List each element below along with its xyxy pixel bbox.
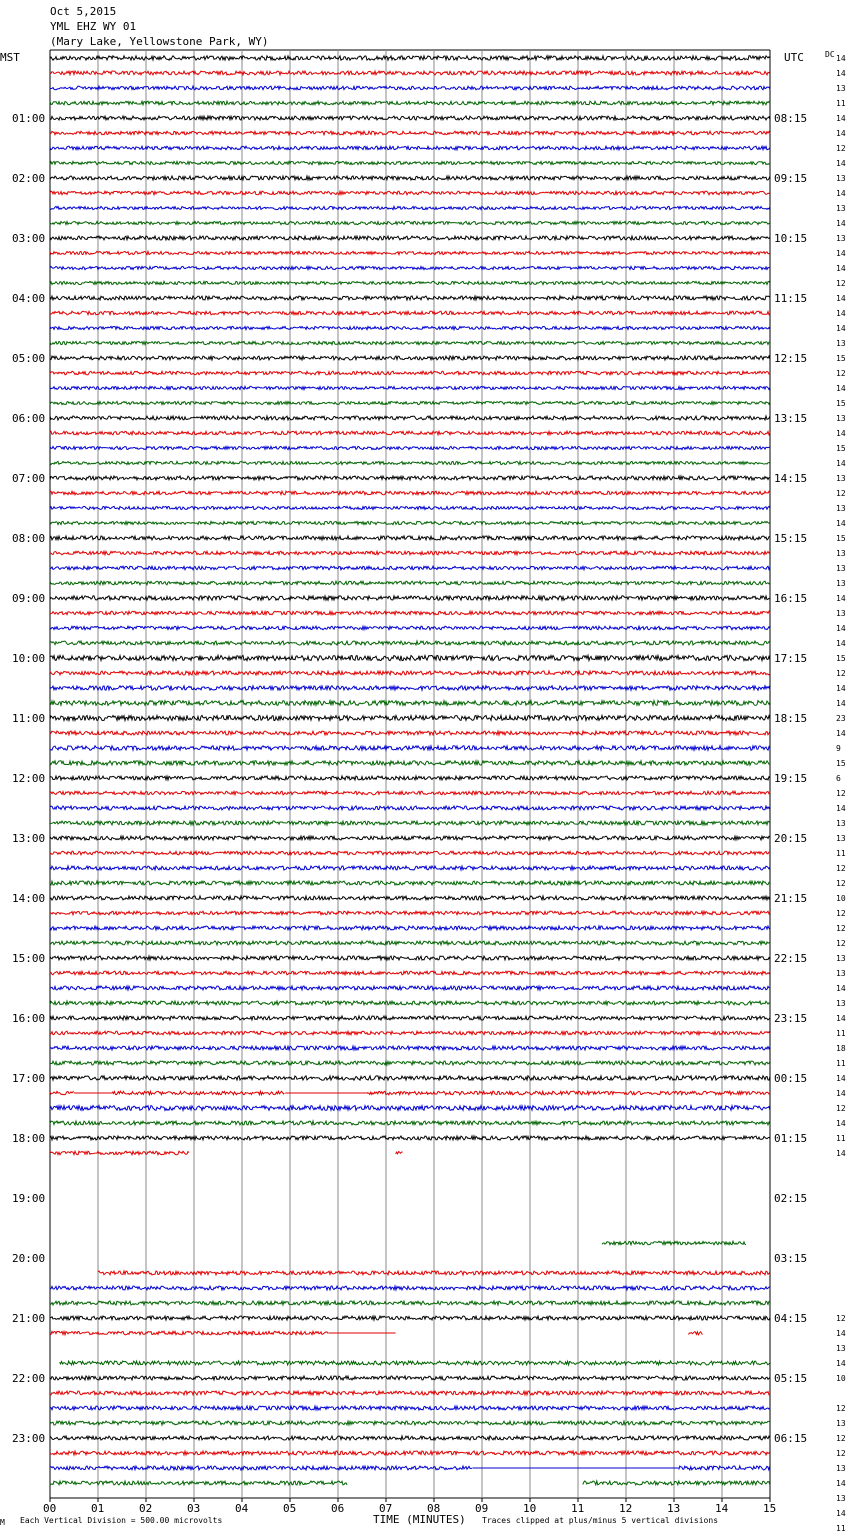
trace-row-87-seg-0	[60, 1361, 770, 1365]
dc-offset-row-49: 12	[836, 789, 846, 798]
dc-offset-row-9: 14	[836, 189, 846, 198]
trace-row-68-seg-0	[50, 1076, 770, 1080]
dc-offset-row-69: 14	[836, 1089, 846, 1098]
left-label-7: 08:00	[12, 532, 46, 545]
trace-row-48-seg-0	[50, 776, 770, 780]
dc-offset-labels	[836, 54, 846, 1533]
trace-row-64-seg-0	[50, 1016, 770, 1020]
left-label-20: 21:00	[12, 1312, 46, 1325]
left-label-4: 05:00	[12, 352, 46, 365]
trace-row-92-seg-0	[50, 1436, 770, 1440]
footer-mark: M	[0, 1518, 5, 1527]
left-label-1: 02:00	[12, 172, 46, 185]
x-tick-label-13: 13	[667, 1502, 681, 1515]
trace-row-30-seg-0	[50, 506, 770, 509]
right-label-17: 01:15	[774, 1132, 808, 1145]
dc-offset-row-43: 14	[836, 699, 846, 708]
trace-row-50-seg-0	[50, 806, 770, 810]
trace-row-69-seg-1	[112, 1091, 284, 1095]
trace-row-26-seg-0	[50, 446, 770, 449]
left-label-22: 23:00	[12, 1432, 46, 1445]
trace-row-51-seg-0	[50, 821, 770, 825]
dc-offset-row-16: 14	[836, 294, 846, 303]
dc-offset-row-37: 13	[836, 609, 846, 618]
dc-offset-row-33: 13	[836, 549, 846, 558]
left-label-18: 19:00	[12, 1192, 46, 1205]
dc-offset-row-70: 12	[836, 1104, 846, 1113]
trace-row-52-seg-0	[50, 836, 770, 840]
dc-offset-row-61: 13	[836, 969, 846, 978]
dc-offset-row-52: 13	[836, 834, 846, 843]
dc-offset-row-92: 12	[836, 1434, 846, 1443]
dc-offset-row-98: 11	[836, 1524, 846, 1533]
dc-offset-row-66: 18	[836, 1044, 846, 1053]
trace-row-53-seg-0	[50, 851, 770, 855]
trace-row-67-seg-0	[50, 1061, 770, 1065]
left-label-19: 20:00	[12, 1252, 46, 1265]
trace-row-94-seg-0	[50, 1466, 472, 1470]
left-time-labels	[12, 112, 45, 1445]
dc-offset-row-2: 13	[836, 84, 846, 93]
right-label-3: 11:15	[774, 292, 808, 305]
dc-offset-row-22: 14	[836, 384, 846, 393]
right-label-18: 02:15	[774, 1192, 808, 1205]
right-label-6: 14:15	[774, 472, 808, 485]
trace-row-21-seg-0	[50, 371, 770, 375]
dc-offset-row-53: 11	[836, 849, 846, 858]
right-label-9: 17:15	[774, 652, 808, 665]
dc-offset-row-42: 14	[836, 684, 846, 693]
trace-row-22-seg-0	[50, 386, 770, 389]
trace-row-89-seg-0	[50, 1391, 770, 1395]
dc-offset-row-93: 12	[836, 1449, 846, 1458]
trace-row-15-seg-0	[50, 281, 770, 284]
trace-row-39-seg-0	[50, 641, 770, 645]
dc-offset-row-90: 12	[836, 1404, 846, 1413]
header-location: (Mary Lake, Yellowstone Park, WY)	[50, 35, 269, 48]
right-label-8: 16:15	[774, 592, 808, 605]
trace-row-41-seg-0	[50, 671, 770, 675]
dc-offset-row-3: 11	[836, 99, 846, 108]
trace-row-73-seg-1	[396, 1152, 403, 1154]
dc-offset-row-51: 13	[836, 819, 846, 828]
trace-row-49-seg-0	[50, 791, 770, 795]
trace-row-66-seg-0	[50, 1046, 770, 1050]
seismic-traces	[50, 56, 770, 1485]
dc-offset-row-30: 13	[836, 504, 846, 513]
trace-row-8-seg-0	[50, 176, 770, 180]
trace-row-71-seg-0	[50, 1121, 770, 1125]
right-time-labels	[774, 112, 807, 1445]
trace-row-65-seg-0	[50, 1031, 770, 1035]
trace-row-34-seg-0	[50, 566, 770, 570]
x-tick-label-7: 07	[379, 1502, 393, 1515]
header-date: Oct 5,2015	[50, 5, 117, 18]
dc-offset-row-24: 13	[836, 414, 846, 423]
x-tick-label-9: 09	[475, 1502, 489, 1515]
trace-row-31-seg-0	[50, 521, 770, 524]
trace-row-88-seg-0	[50, 1376, 770, 1380]
dc-offset-row-54: 12	[836, 864, 846, 873]
dc-offset-row-34: 13	[836, 564, 846, 573]
trace-row-45-seg-0	[50, 731, 770, 735]
left-label-15: 16:00	[12, 1012, 46, 1025]
trace-row-13-seg-0	[50, 251, 770, 254]
x-tick-label-1: 01	[91, 1502, 105, 1515]
trace-row-7-seg-0	[50, 161, 770, 164]
dc-offset-row-67: 11	[836, 1059, 846, 1068]
dc-offset-row-88: 10	[836, 1374, 846, 1383]
trace-row-73-seg-0	[50, 1151, 189, 1155]
trace-row-28-seg-0	[50, 476, 770, 480]
footer-clip: Traces clipped at plus/minus 5 vertical divisions	[482, 1516, 719, 1525]
dc-offset-row-44: 23	[836, 714, 846, 723]
trace-row-47-seg-0	[50, 761, 770, 765]
x-tick-label-11: 11	[571, 1502, 585, 1515]
dc-offset-row-60: 13	[836, 954, 846, 963]
left-label-12: 13:00	[12, 832, 46, 845]
trace-row-6-seg-0	[50, 146, 770, 150]
left-label-13: 14:00	[12, 892, 46, 905]
dc-offset-row-87: 14	[836, 1359, 846, 1368]
dc-offset-row-62: 14	[836, 984, 846, 993]
dc-offset-row-31: 14	[836, 519, 846, 528]
dc-offset-row-8: 13	[836, 174, 846, 183]
right-label-7: 15:15	[774, 532, 808, 545]
trace-row-72-seg-0	[50, 1136, 770, 1140]
trace-row-60-seg-0	[50, 956, 770, 960]
right-label-21: 05:15	[774, 1372, 808, 1385]
trace-row-35-seg-0	[50, 581, 770, 585]
dc-offset-row-20: 15	[836, 354, 846, 363]
trace-row-17-seg-0	[50, 311, 770, 315]
trace-row-43-seg-0	[50, 701, 770, 706]
trace-row-94-seg-1	[679, 1466, 770, 1470]
trace-row-38-seg-0	[50, 626, 770, 630]
x-tick-label-10: 10	[523, 1502, 537, 1515]
trace-row-95-seg-0	[50, 1481, 347, 1485]
dc-offset-row-7: 14	[836, 159, 846, 168]
trace-row-63-seg-0	[50, 1001, 770, 1005]
dc-offset-row-41: 12	[836, 669, 846, 678]
dc-offset-row-65: 11	[836, 1029, 846, 1038]
dc-offset-row-48: 6	[836, 774, 841, 783]
trace-row-37-seg-0	[50, 611, 770, 615]
dc-offset-row-12: 13	[836, 234, 846, 243]
trace-row-61-seg-0	[50, 971, 770, 975]
trace-row-83-seg-0	[50, 1301, 770, 1305]
x-tick-label-2: 02	[139, 1502, 153, 1515]
x-tick-label-5: 05	[283, 1502, 297, 1515]
dc-offset-row-6: 12	[836, 144, 846, 153]
dc-offset-row-96: 13	[836, 1494, 846, 1503]
right-label-0: 08:15	[774, 112, 808, 125]
dc-offset-row-40: 15	[836, 654, 846, 663]
dc-offset-row-46: 9	[836, 744, 841, 753]
x-tick-label-6: 06	[331, 1502, 345, 1515]
dc-offset-row-1: 14	[836, 69, 846, 78]
trace-row-18-seg-0	[50, 326, 770, 329]
trace-row-25-seg-0	[50, 431, 770, 435]
dc-offset-header: DC	[825, 50, 835, 59]
dc-offset-row-47: 15	[836, 759, 846, 768]
dc-offset-row-38: 14	[836, 624, 846, 633]
x-tick-label-12: 12	[619, 1502, 633, 1515]
left-timezone-label: MST	[0, 51, 20, 64]
trace-row-33-seg-0	[50, 551, 770, 555]
right-label-12: 20:15	[774, 832, 808, 845]
dc-offset-row-18: 14	[836, 324, 846, 333]
dc-offset-row-10: 13	[836, 204, 846, 213]
left-label-8: 09:00	[12, 592, 46, 605]
dc-offset-row-91: 13	[836, 1419, 846, 1428]
right-label-19: 03:15	[774, 1252, 808, 1265]
dc-offset-row-13: 14	[836, 249, 846, 258]
dc-offset-row-4: 14	[836, 114, 846, 123]
right-label-5: 13:15	[774, 412, 808, 425]
dc-offset-row-45: 14	[836, 729, 846, 738]
dc-offset-row-35: 13	[836, 579, 846, 588]
x-tick-label-8: 08	[427, 1502, 441, 1515]
dc-offset-row-5: 14	[836, 129, 846, 138]
dc-offset-row-25: 14	[836, 429, 846, 438]
trace-row-55-seg-0	[50, 881, 770, 885]
trace-row-70-seg-0	[50, 1106, 770, 1111]
trace-row-23-seg-0	[50, 401, 770, 404]
trace-row-2-seg-0	[50, 86, 770, 90]
trace-row-46-seg-0	[50, 746, 770, 750]
trace-row-59-seg-0	[50, 941, 770, 945]
dc-offset-row-95: 14	[836, 1479, 846, 1488]
trace-row-93-seg-0	[50, 1451, 770, 1455]
dc-offset-row-11: 14	[836, 219, 846, 228]
trace-row-36-seg-0	[50, 596, 770, 600]
header-station: YML EHZ WY 01	[50, 20, 137, 33]
trace-row-84-seg-0	[50, 1316, 770, 1320]
left-label-5: 06:00	[12, 412, 46, 425]
right-label-10: 18:15	[774, 712, 808, 725]
dc-offset-row-27: 14	[836, 459, 846, 468]
right-label-11: 19:15	[774, 772, 808, 785]
trace-row-9-seg-0	[50, 191, 770, 195]
trace-row-20-seg-0	[50, 356, 770, 360]
trace-row-54-seg-0	[50, 866, 770, 870]
left-label-0: 01:00	[12, 112, 46, 125]
left-label-17: 18:00	[12, 1132, 46, 1145]
dc-offset-row-15: 12	[836, 279, 846, 288]
trace-row-10-seg-0	[50, 206, 770, 209]
dc-offset-row-29: 12	[836, 489, 846, 498]
trace-row-69-seg-0	[50, 1091, 74, 1095]
dc-offset-row-72: 11	[836, 1134, 846, 1143]
trace-row-32-seg-0	[50, 536, 770, 540]
left-label-2: 03:00	[12, 232, 46, 245]
x-tick-label-4: 04	[235, 1502, 249, 1515]
dc-offset-row-19: 13	[836, 339, 846, 348]
dc-offset-row-21: 12	[836, 369, 846, 378]
dc-offset-row-32: 15	[836, 534, 846, 543]
x-tick-label-0: 00	[43, 1502, 57, 1515]
dc-offset-row-71: 14	[836, 1119, 846, 1128]
trace-row-16-seg-0	[50, 296, 770, 300]
dc-offset-row-17: 14	[836, 309, 846, 318]
dc-offset-row-73: 14	[836, 1149, 846, 1158]
trace-row-85-seg-1	[688, 1332, 702, 1335]
dc-offset-row-55: 12	[836, 879, 846, 888]
trace-row-4-seg-0	[50, 116, 770, 120]
right-label-20: 04:15	[774, 1312, 808, 1325]
left-label-3: 04:00	[12, 292, 46, 305]
trace-row-62-seg-0	[50, 986, 770, 990]
right-label-15: 23:15	[774, 1012, 808, 1025]
right-timezone-label: UTC	[784, 51, 804, 64]
trace-row-14-seg-0	[50, 266, 770, 269]
right-label-1: 09:15	[774, 172, 808, 185]
trace-row-95-seg-1	[583, 1481, 770, 1485]
dc-offset-row-14: 14	[836, 264, 846, 273]
dc-offset-row-23: 15	[836, 399, 846, 408]
x-axis-label: TIME (MINUTES)	[373, 1513, 466, 1526]
trace-row-24-seg-0	[50, 416, 770, 420]
trace-row-19-seg-0	[50, 341, 770, 344]
left-label-9: 10:00	[12, 652, 46, 665]
dc-offset-row-84: 12	[836, 1314, 846, 1323]
x-tick-label-15: 15	[763, 1502, 777, 1515]
left-label-6: 07:00	[12, 472, 46, 485]
right-label-16: 00:15	[774, 1072, 808, 1085]
dc-offset-row-59: 12	[836, 939, 846, 948]
trace-row-91-seg-0	[50, 1421, 770, 1425]
right-label-13: 21:15	[774, 892, 808, 905]
dc-offset-row-56: 10	[836, 894, 846, 903]
trace-row-11-seg-0	[50, 221, 770, 224]
left-label-11: 12:00	[12, 772, 46, 785]
left-label-14: 15:00	[12, 952, 46, 965]
right-label-22: 06:15	[774, 1432, 808, 1445]
dc-offset-row-0: 14	[836, 54, 846, 63]
dc-offset-row-58: 12	[836, 924, 846, 933]
x-tick-label-3: 03	[187, 1502, 201, 1515]
trace-row-90-seg-0	[50, 1406, 770, 1410]
footer-scale: Each Vertical Division = 500.00 microvolts	[20, 1516, 223, 1525]
trace-row-40-seg-0	[50, 655, 770, 660]
left-label-21: 22:00	[12, 1372, 46, 1385]
right-label-2: 10:15	[774, 232, 808, 245]
x-tick-label-14: 14	[715, 1502, 729, 1515]
dc-offset-row-85: 14	[836, 1329, 846, 1338]
dc-offset-row-28: 13	[836, 474, 846, 483]
dc-offset-row-97: 14	[836, 1509, 846, 1518]
trace-row-5-seg-0	[50, 131, 770, 135]
trace-row-42-seg-0	[50, 686, 770, 690]
trace-row-69-seg-2	[367, 1091, 770, 1095]
dc-offset-row-39: 14	[836, 639, 846, 648]
trace-row-0-seg-0	[50, 56, 770, 60]
trace-row-12-seg-0	[50, 236, 770, 240]
trace-row-58-seg-0	[50, 926, 770, 930]
trace-row-56-seg-0	[50, 896, 770, 900]
dc-offset-row-68: 14	[836, 1074, 846, 1083]
dc-offset-row-94: 13	[836, 1464, 846, 1473]
dc-offset-row-57: 12	[836, 909, 846, 918]
trace-row-57-seg-0	[50, 911, 770, 915]
dc-offset-row-64: 14	[836, 1014, 846, 1023]
trace-row-3-seg-0	[50, 101, 770, 105]
dc-offset-row-63: 13	[836, 999, 846, 1008]
trace-row-85-seg-0	[50, 1331, 328, 1335]
trace-row-82-seg-0	[50, 1286, 770, 1290]
dc-offset-row-50: 14	[836, 804, 846, 813]
left-label-10: 11:00	[12, 712, 46, 725]
trace-row-29-seg-0	[50, 491, 770, 495]
dc-offset-row-86: 13	[836, 1344, 846, 1353]
left-label-16: 17:00	[12, 1072, 46, 1085]
trace-row-44-seg-0	[50, 715, 770, 720]
dc-offset-row-26: 15	[836, 444, 846, 453]
right-label-4: 12:15	[774, 352, 808, 365]
right-label-14: 22:15	[774, 952, 808, 965]
trace-row-1-seg-0	[50, 71, 770, 75]
dc-offset-row-36: 14	[836, 594, 846, 603]
trace-row-27-seg-0	[50, 461, 770, 464]
